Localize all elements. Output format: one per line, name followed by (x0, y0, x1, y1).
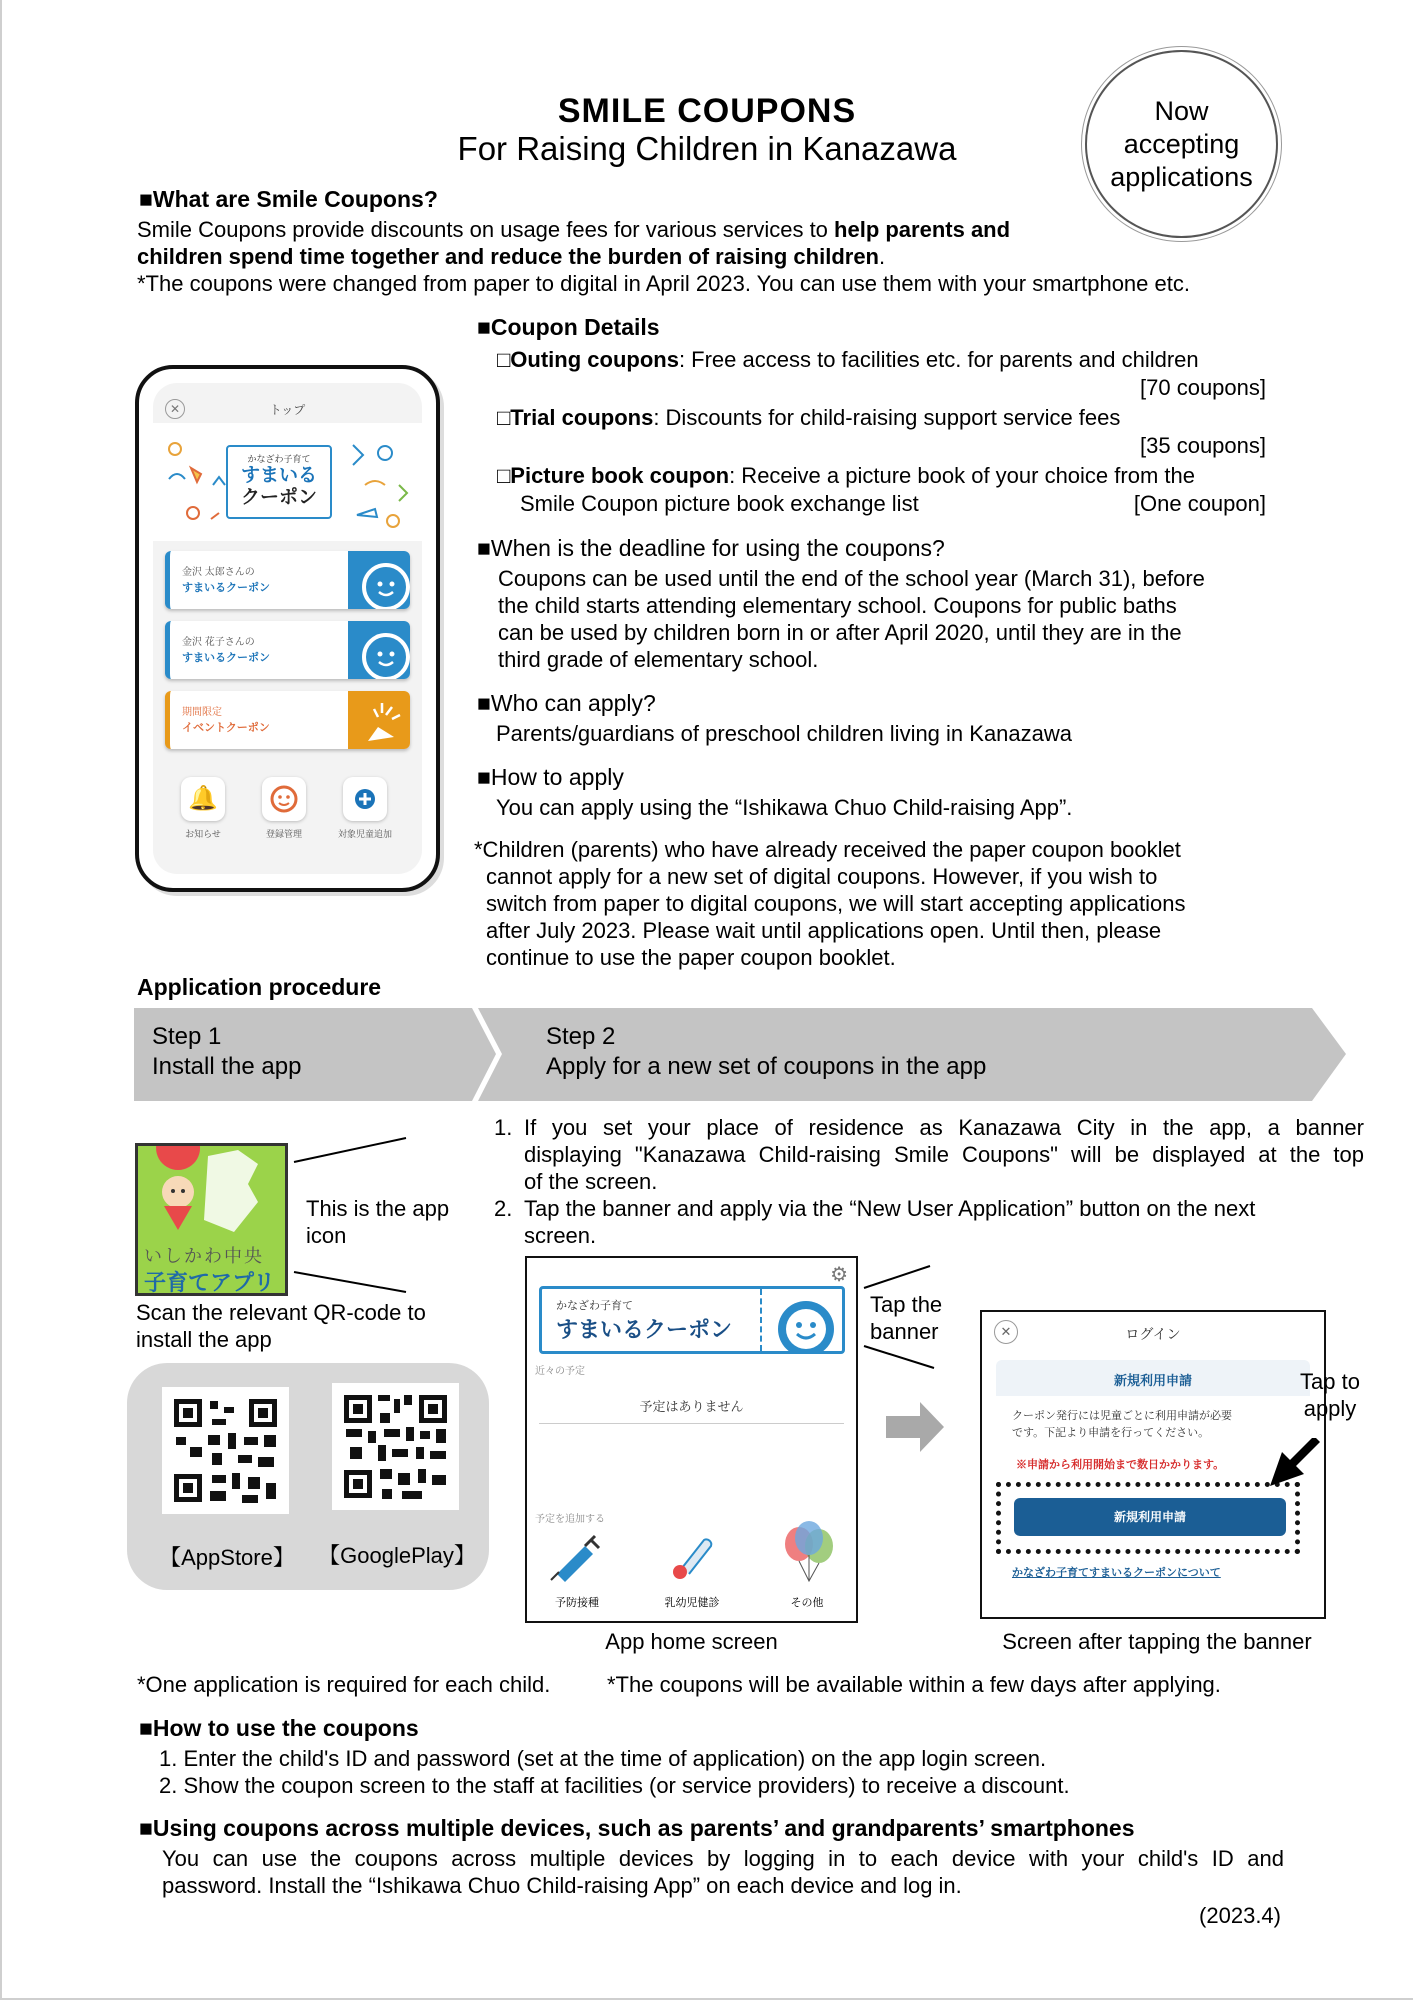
deadline-body (498, 565, 1298, 673)
item-line: Tap the banner and apply via the “New User Application” button on the next (524, 1196, 1256, 1221)
bell-icon[interactable]: 🔔 (181, 777, 225, 821)
event-icon (348, 691, 410, 749)
card1-big: すまいるクーポン (182, 582, 270, 594)
card2-small: 金沢 花子さんの (182, 637, 255, 648)
phone-logo-area (153, 423, 422, 541)
icon2-label: 登録管理 (265, 829, 302, 839)
how-to-use-list (159, 1745, 1070, 1799)
page-subtitle: For Raising Children in Kanazawa (457, 130, 957, 167)
paper-note-line: cannot apply for a new set of digital coupons. However, if you wish to (486, 864, 1158, 889)
no-schedule: 予定はありません (639, 1399, 744, 1414)
procedure-heading: Application procedure (137, 974, 382, 1000)
step2-item-1 (492, 1114, 1364, 1195)
multi-device-heading: ■Using coupons across multiple devices, such as parents’ and grandparents’ smartphones (139, 1815, 1135, 1841)
multi-device-line-2: password. Install the “Ishikawa Chuo Child-raising App” on each device and log in. (162, 1873, 962, 1898)
how-to-use-item: 1. Enter the child's ID and password (set at the time of application) on the app login screen. (159, 1746, 1047, 1771)
other-label: その他 (790, 1597, 824, 1609)
deadline-line: third grade of elementary school. (498, 647, 819, 672)
phone-coupon-card-1[interactable] (165, 551, 410, 609)
step1-title: Step 1 (152, 1023, 222, 1050)
vaccine-icon[interactable] (547, 1528, 607, 1584)
book-name: □Picture book coupon (497, 463, 730, 488)
vaccine-label: 予防接種 (555, 1597, 599, 1609)
deadline-line: the child starts attending elementary school. Coupons for public baths (498, 593, 1177, 618)
new-user-application-button[interactable]: 新規利用申請 (1014, 1498, 1286, 1536)
banner-big: すまいるクーポン (556, 1317, 733, 1342)
outing-line (497, 346, 1267, 373)
phone-top-label: トップ (269, 403, 306, 417)
who-heading: ■Who can apply? (477, 690, 656, 716)
qr-caption-1: Scan the relevant QR-code to (136, 1300, 426, 1325)
date-stamp: (2023.4) (1199, 1903, 1281, 1928)
card2-big: すまいるクーポン (182, 652, 270, 664)
upcoming-label: 近々の予定 (535, 1366, 585, 1377)
card3-big: イベントクーポン (182, 722, 270, 734)
app-icon-text-bottom: 子育てアプリ (144, 1270, 276, 1295)
card3-small: 期間限定 (182, 707, 222, 718)
what-body-end: . (879, 244, 886, 269)
book-desc-2: Smile Coupon picture book exchange list (520, 491, 919, 516)
paper-note-line: continue to use the paper coupon booklet. (486, 945, 896, 970)
outing-count: [70 coupons] (1140, 375, 1266, 400)
qr-panel (127, 1363, 489, 1590)
outing-desc: : Free access to facilities etc. for parents and children (678, 347, 1199, 372)
phone-event-card[interactable] (165, 691, 410, 749)
login-warning: ※申請から利用開始まで数日かかります。 (1016, 1459, 1225, 1471)
deadline-line: can be used by children born in or after April 2020, until they are in the (498, 620, 1182, 645)
smile-coupon-banner[interactable] (539, 1286, 845, 1354)
phone-logo-big-2: クーポン (240, 487, 317, 508)
phone-logo-big-1: すまいる (240, 465, 317, 486)
phone-logo (226, 445, 332, 519)
paper-note-line: *Children (parents) who have already received the paper coupon booklet (474, 837, 1181, 862)
phone-logo-small: かなざわ子育て (247, 454, 311, 464)
close-icon[interactable]: ✕ (994, 1320, 1018, 1344)
what-heading: ■What are Smile Coupons? (139, 186, 438, 212)
app-home-screenshot (525, 1256, 858, 1623)
phone-screen (153, 383, 422, 874)
trial-name: □Trial coupons (497, 405, 654, 430)
smile-face-icon (348, 621, 410, 679)
trial-count: [35 coupons] (1140, 433, 1266, 458)
now-accepting-badge (1085, 50, 1278, 238)
footnote-few-days: *The coupons will be available within a few days after applying. (607, 1672, 1221, 1697)
step1-body: Install the app (152, 1053, 302, 1080)
qr-code-icon (332, 1383, 459, 1510)
tap-apply-label: Tap to apply (1300, 1369, 1360, 1421)
who-body: Parents/guardians of preschool children living in Kanazawa (496, 721, 1073, 746)
multi-device-body (162, 1845, 1284, 1899)
add-schedule-label: 予定を追加する (535, 1514, 605, 1525)
how-to-use-item: 2. Show the coupon screen to the staff at facilities (or service providers) to receive a discount. (159, 1773, 1070, 1798)
what-note: *The coupons were changed from paper to digital in April 2023. You can use them with your smartphone etc. (137, 271, 1190, 296)
qr-caption-2: install the app (136, 1327, 272, 1352)
page-title: SMILE COUPONS (557, 92, 857, 130)
paper-note (474, 836, 1274, 971)
gear-icon[interactable]: ⚙ (830, 1264, 848, 1286)
login-panel (996, 1360, 1310, 1610)
what-body-bold-1: help parents and (834, 217, 1011, 242)
app-icon (135, 1143, 288, 1296)
app-icon-caption: This is the app icon (306, 1196, 450, 1248)
how-apply-heading: ■How to apply (477, 764, 624, 790)
smile-face-icon (348, 551, 410, 609)
details-heading: ■Coupon Details (477, 314, 660, 340)
card1-small: 金沢 太郎さんの (182, 567, 255, 578)
appstore-qr-code[interactable] (162, 1387, 289, 1514)
how-to-use-heading: ■How to use the coupons (139, 1715, 419, 1741)
balloons-icon[interactable] (777, 1520, 841, 1584)
item-line: screen. (524, 1223, 597, 1248)
multi-device-line-1: You can use the coupons across multiple devices by logging in to each device with your child's ID and (162, 1846, 1284, 1871)
icon1-label: お知らせ (185, 829, 221, 839)
what-body-bold-2: children spend time together and reduce the burden of raising children (137, 244, 879, 269)
step2-list (492, 1114, 1364, 1249)
login-caption: Screen after tapping the banner (1002, 1629, 1312, 1654)
book-count: [One coupon] (1133, 491, 1266, 516)
banner-small: かなざわ子育て (556, 1300, 633, 1312)
item-num: 1. (494, 1115, 513, 1140)
qr-caption (136, 1299, 426, 1353)
item-line: of the screen. (524, 1169, 658, 1194)
item-line: If you set your place of residence as Kanazawa City in the app, a banner (524, 1115, 1364, 1140)
phone-coupon-card-2[interactable] (165, 621, 410, 679)
item-line: displaying "Kanazawa Child-raising Smile Coupons" will be displayed at the top (524, 1142, 1364, 1167)
item-num: 2. (494, 1196, 513, 1221)
step1 (152, 1022, 301, 1082)
about-coupons-link[interactable]: かなざわ子育てすまいるクーポンについて (1012, 1567, 1221, 1579)
appstore-label[interactable]: 【AppStore】 (159, 1545, 295, 1570)
login-title: ログイン (1125, 1326, 1181, 1342)
login-text-1: クーポン発行には児童ごとに利用申請が必要 (1012, 1410, 1232, 1422)
app-icon-text-top: いしかわ中央 (144, 1246, 264, 1266)
login-header: 新規利用申請 (1113, 1373, 1192, 1388)
trial-line (497, 404, 1267, 431)
badge-text: Now accepting applications (1110, 95, 1253, 192)
icon3-label: 対象児童追加 (337, 829, 392, 839)
checkup-label: 乳幼児健診 (664, 1597, 720, 1609)
login-text (1012, 1408, 1232, 1442)
step2-body: Apply for a new set of coupons in the app (546, 1053, 987, 1080)
tap-arrow-icon (1270, 1438, 1322, 1490)
footnote-one-per-child: *One application is required for each child. (137, 1672, 551, 1697)
close-icon: ✕ (165, 399, 185, 419)
book-line (497, 462, 1267, 489)
paper-note-line: switch from paper to digital coupons, we will start accepting applications (486, 891, 1186, 916)
step2-title: Step 2 (546, 1023, 616, 1050)
googleplay-label[interactable]: 【GooglePlay】 (318, 1543, 476, 1568)
smile-face-icon (760, 1289, 842, 1351)
trial-desc: : Discounts for child-raising support service fees (653, 405, 1121, 430)
qr-code-icon (162, 1387, 289, 1514)
step2 (546, 1022, 986, 1082)
map-pin-icon (138, 1146, 285, 1246)
outing-name: □Outing coupons (497, 347, 679, 372)
phone-mockup (135, 365, 440, 892)
book-desc: : Receive a picture book of your choice from the (729, 463, 1195, 488)
add-child-icon[interactable] (343, 777, 387, 821)
step2-item-2 (492, 1195, 1364, 1249)
divider (539, 1423, 844, 1424)
googleplay-qr-code[interactable] (332, 1383, 459, 1510)
how-apply-body: You can apply using the “Ishikawa Chuo Child-raising App”. (496, 795, 1073, 820)
tap-banner-label: Tap the banner (870, 1292, 943, 1344)
home-screen-caption: App home screen (605, 1629, 778, 1654)
registration-icon[interactable] (262, 777, 306, 821)
deadline-heading: ■When is the deadline for using the coupons? (477, 535, 945, 561)
what-body-a: Smile Coupons provide discounts on usage fees for various services to (137, 217, 835, 242)
thermometer-icon[interactable] (662, 1528, 722, 1584)
login-text-2: です。下記より申請を行ってください。 (1012, 1427, 1210, 1439)
paper-note-line: after July 2023. Please wait until applications open. Until then, please (486, 918, 1162, 943)
deadline-line: Coupons can be used until the end of the school year (March 31), before (498, 566, 1205, 591)
what-body (137, 216, 1097, 270)
right-arrow-icon (886, 1402, 946, 1452)
